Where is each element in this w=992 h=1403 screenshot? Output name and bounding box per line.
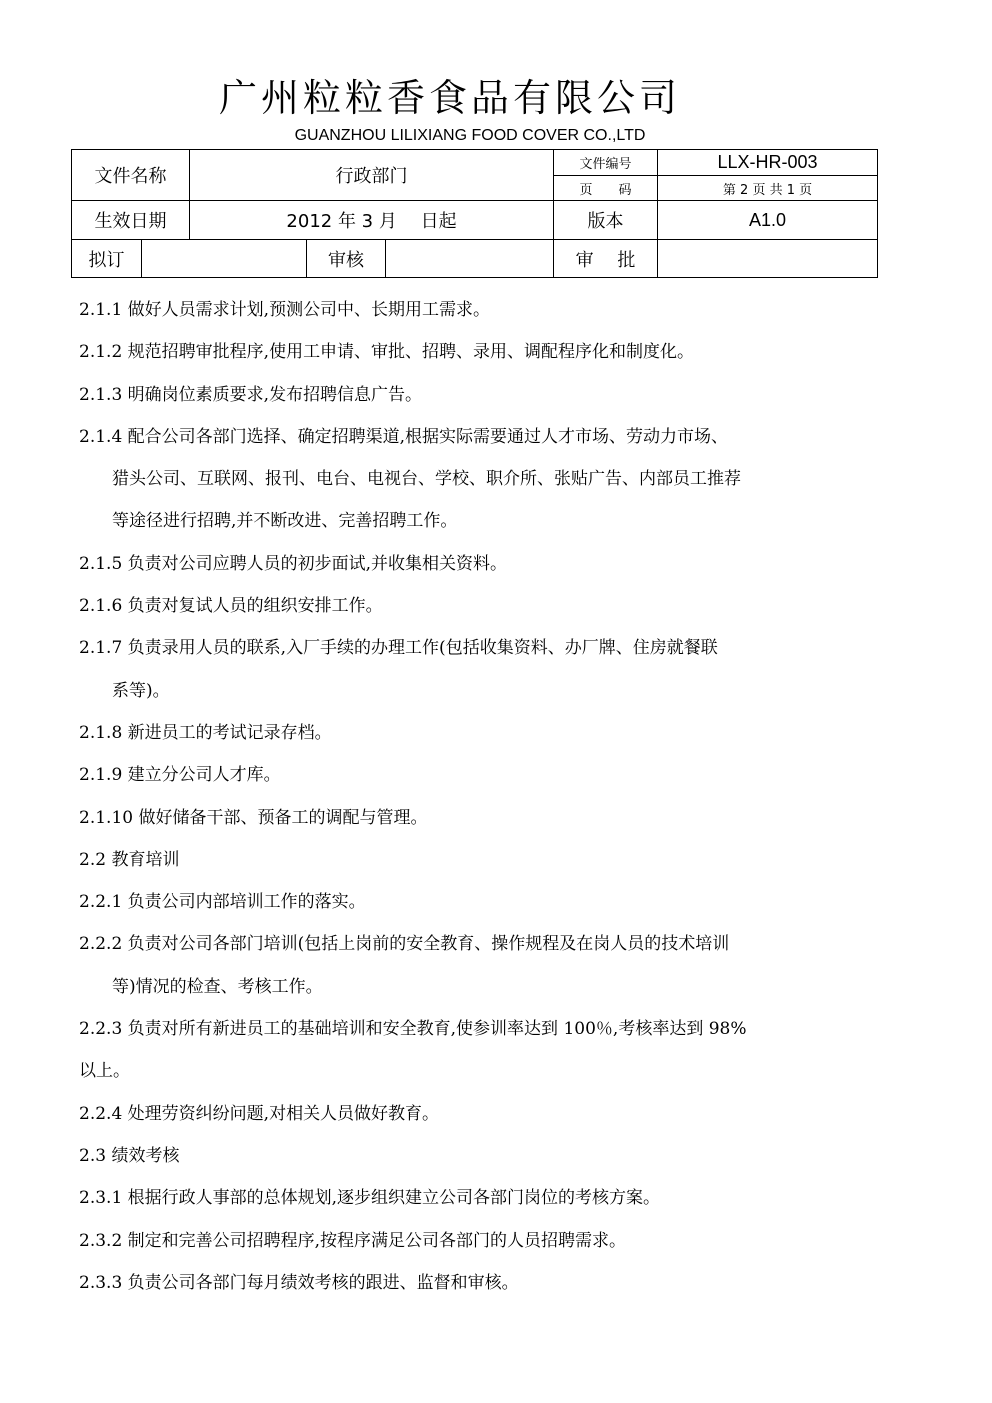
body-line: 2.1.9 建立分公司人才库。 <box>79 765 281 786</box>
body-line: 2.1.7 负责录用人员的联系,入厂手续的办理工作(包括收集资料、办厂牌、住房就餐联 <box>79 638 718 659</box>
document-body <box>79 289 879 1304</box>
body-line: 2.1.4 配合公司各部门选择、确定招聘渠道,根据实际需要通过人才市场、劳动力市场、 <box>79 426 729 447</box>
body-line: 2.3.3 负责公司各部门每月绩效考核的跟进、监督和审核。 <box>79 1272 519 1293</box>
document-header-table <box>71 149 878 278</box>
body-line: 2.3.1 根据行政人事部的总体规划,逐步组织建立公司各部门岗位的考核方案。 <box>79 1188 661 1209</box>
section-heading: 2.3 绩效考核 <box>79 1145 180 1166</box>
version-value: A1.0 <box>658 201 878 240</box>
body-line: 以上。 <box>79 1061 130 1082</box>
body-line: 2.3.2 制定和完善公司招聘程序,按程序满足公司各部门的人员招聘需求。 <box>79 1230 627 1251</box>
body-line: 2.1.1 做好人员需求计划,预测公司中、长期用工需求。 <box>79 300 491 320</box>
body-line: 等)情况的检查、考核工作。 <box>112 976 323 997</box>
body-line: 系等)。 <box>112 680 170 701</box>
draft-value <box>142 240 307 278</box>
draft-label: 拟订 <box>72 240 142 278</box>
company-title-en: GUANZHOU LILIXIANG FOOD COVER CO.,LTD <box>294 127 646 144</box>
review-label: 审核 <box>307 240 386 278</box>
body-line: 2.1.8 新进员工的考试记录存档。 <box>79 722 332 743</box>
file-name-label: 文件名称 <box>72 150 190 201</box>
effective-date-value: 2012 年 3 月 日起 <box>190 201 554 240</box>
body-line: 2.2.1 负责公司内部培训工作的落实。 <box>79 892 366 913</box>
review-value <box>386 240 554 278</box>
body-line: 2.2.2 负责对公司各部门培训(包括上岗前的安全教育、操作规程及在岗人员的技术培训 <box>79 934 730 955</box>
body-line: 2.1.10 做好储备干部、预备工的调配与管理。 <box>79 807 428 828</box>
body-line: 2.1.3 明确岗位素质要求,发布招聘信息广告。 <box>79 384 423 405</box>
file-no-value: LLX-HR-003 <box>658 150 878 176</box>
body-line: 2.1.6 负责对复试人员的组织安排工作。 <box>79 596 383 617</box>
company-title-cn: 广州粒粒香食品有限公司 <box>218 76 681 120</box>
page-label: 页 码 <box>554 176 658 201</box>
approve-label: 审 批 <box>554 240 658 278</box>
file-no-label: 文件编号 <box>554 150 658 176</box>
body-line: 猎头公司、互联网、报刊、电台、电视台、学校、职介所、张贴广告、内部员工推荐 <box>112 469 741 490</box>
body-line: 2.1.2 规范招聘审批程序,使用工申请、审批、招聘、录用、调配程序化和制度化。 <box>79 342 695 363</box>
section-heading: 2.2 教育培训 <box>79 849 180 870</box>
body-line: 2.1.5 负责对公司应聘人员的初步面试,并收集相关资料。 <box>79 553 508 574</box>
page-value: 第 2 页 共 1 页 <box>658 176 878 201</box>
file-name-value: 行政部门 <box>190 150 554 201</box>
body-line: 2.2.4 处理劳资纠纷问题,对相关人员做好教育。 <box>79 1103 440 1124</box>
effective-date-label: 生效日期 <box>72 201 190 240</box>
approve-value <box>658 240 878 278</box>
version-label: 版本 <box>554 201 658 240</box>
body-line: 等途径进行招聘,并不断改进、完善招聘工作。 <box>112 511 458 532</box>
body-line: 2.2.3 负责对所有新进员工的基础培训和安全教育,使参训率达到 100％,考核率达到 98% <box>79 1019 747 1040</box>
